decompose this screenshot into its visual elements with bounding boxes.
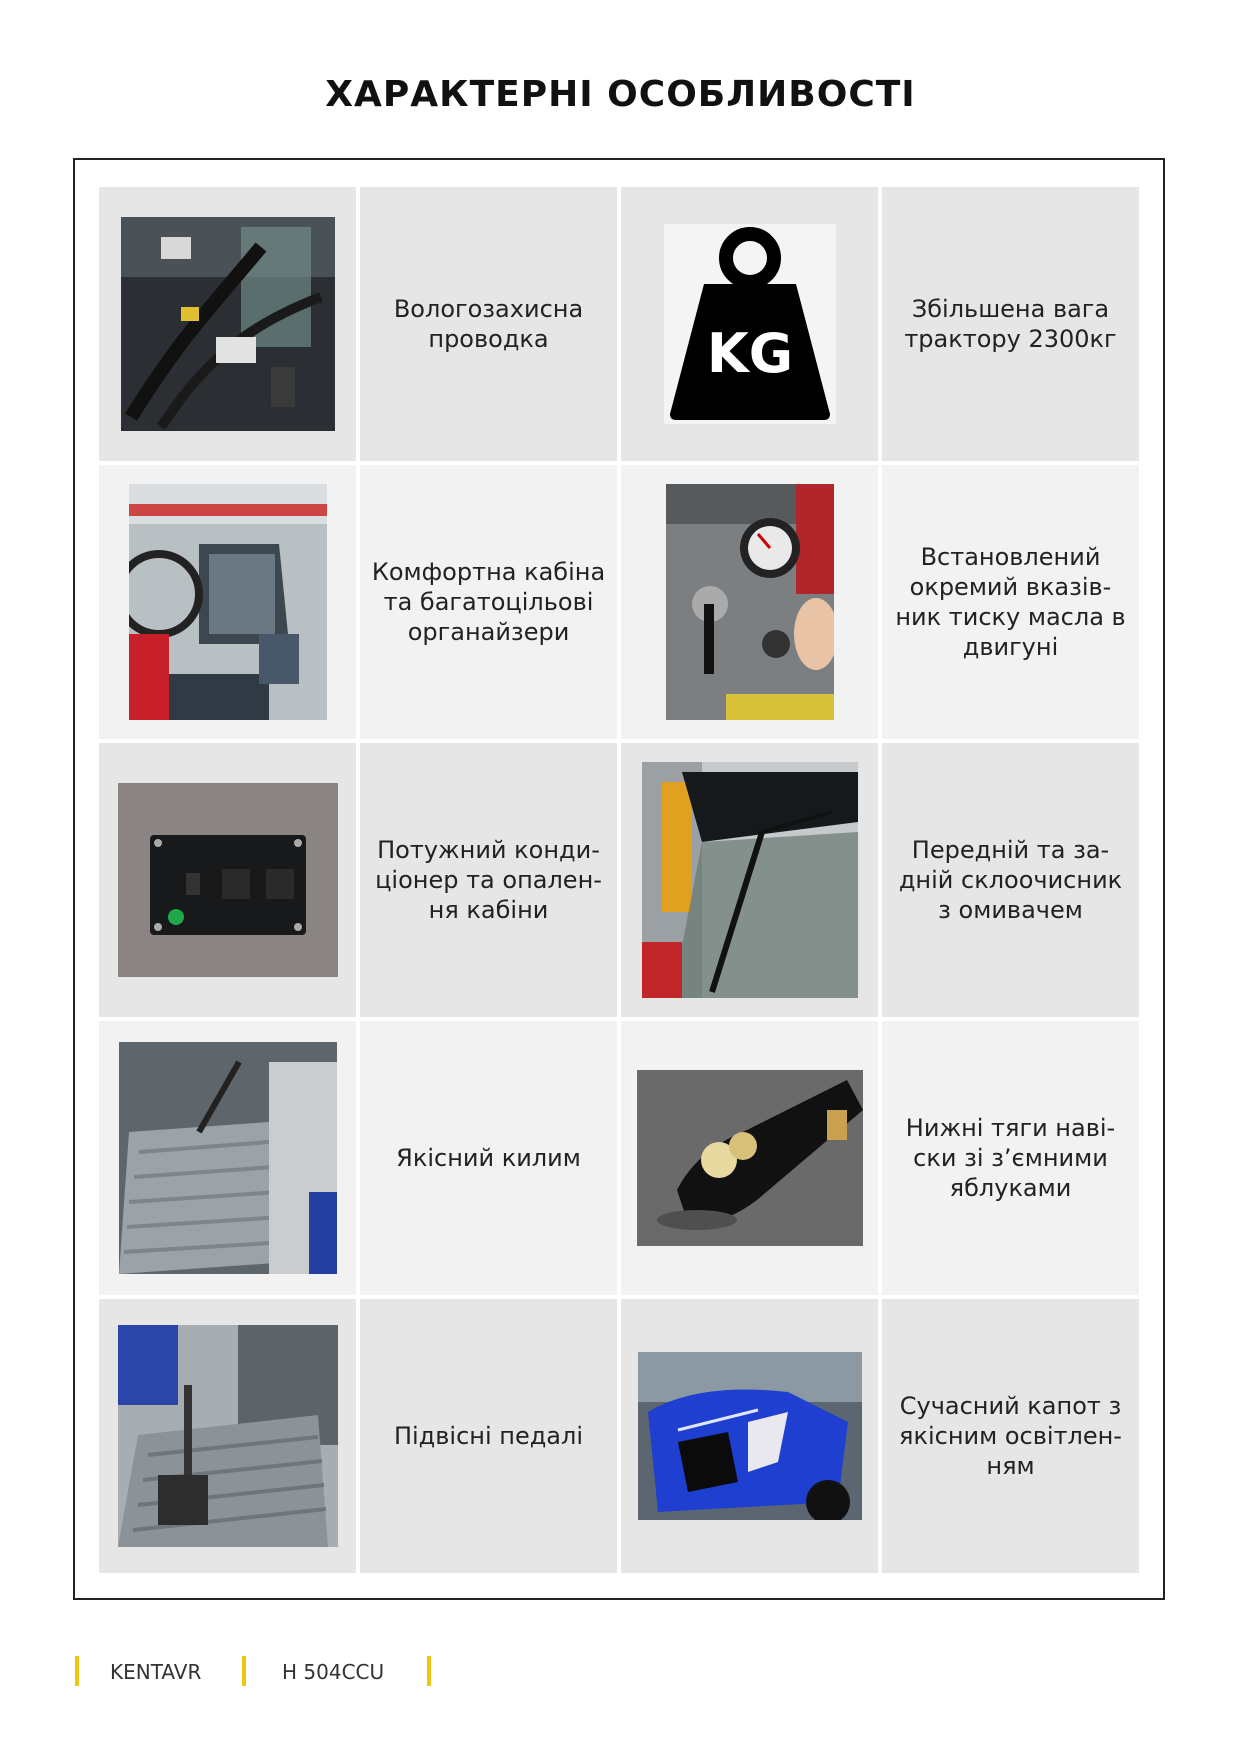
feature-image-weight [621, 187, 878, 461]
kg-weight-icon [664, 224, 836, 424]
wiper-photo-icon [642, 762, 858, 998]
floor-mat-photo-icon [119, 1042, 337, 1274]
feature-image-climate [99, 743, 356, 1017]
svg-text:KG: KG [706, 322, 793, 385]
footer-divider [427, 1656, 431, 1686]
oil-gauge-photo-icon [666, 484, 834, 720]
feature-label-wiper: Передній та за-дній склоочисник з омивачем [882, 743, 1139, 1017]
features-grid [99, 187, 1139, 1573]
climate-panel-photo-icon [118, 783, 338, 977]
feature-label-floor-mat: Якісний килим [360, 1021, 617, 1295]
feature-label-cabin: Комфортна кабіна та багатоцільові органайзери [360, 465, 617, 739]
hitch-balls-photo-icon [637, 1070, 863, 1246]
feature-image-wiper [621, 743, 878, 1017]
footer-model: H 504CCU [282, 1660, 385, 1684]
feature-label-climate: Потужний конди-ціонер та опален-ня кабіни [360, 743, 617, 1017]
feature-label-hitch: Нижні тяги наві-ски зі з’ємними яблуками [882, 1021, 1139, 1295]
feature-image-cabin [99, 465, 356, 739]
feature-label-wiring: Вологозахисна проводка [360, 187, 617, 461]
feature-image-pedals [99, 1299, 356, 1573]
feature-label-oil-gauge: Встановлений окремий вказів-ник тиску масла в двигуні [882, 465, 1139, 739]
feature-image-floor-mat [99, 1021, 356, 1295]
page-footer [0, 1656, 1241, 1686]
feature-label-hood: Сучасний капот з якісним освітлен-ням [882, 1299, 1139, 1573]
feature-image-hood [621, 1299, 878, 1573]
feature-label-weight: Збільшена вага трактору 2300кг [882, 187, 1139, 461]
footer-divider [75, 1656, 79, 1686]
page-title: ХАРАКТЕРНІ ОСОБЛИВОСТІ [325, 74, 916, 115]
pedals-photo-icon [118, 1325, 338, 1547]
cabin-photo-icon [129, 484, 327, 720]
footer-divider [242, 1656, 246, 1686]
feature-label-pedals: Підвісні педалі [360, 1299, 617, 1573]
feature-image-wiring [99, 187, 356, 461]
wiring-photo-icon [121, 217, 335, 431]
feature-image-hitch [621, 1021, 878, 1295]
feature-image-oil-gauge [621, 465, 878, 739]
hood-photo-icon [638, 1352, 862, 1520]
footer-brand: KENTAVR [110, 1660, 202, 1684]
